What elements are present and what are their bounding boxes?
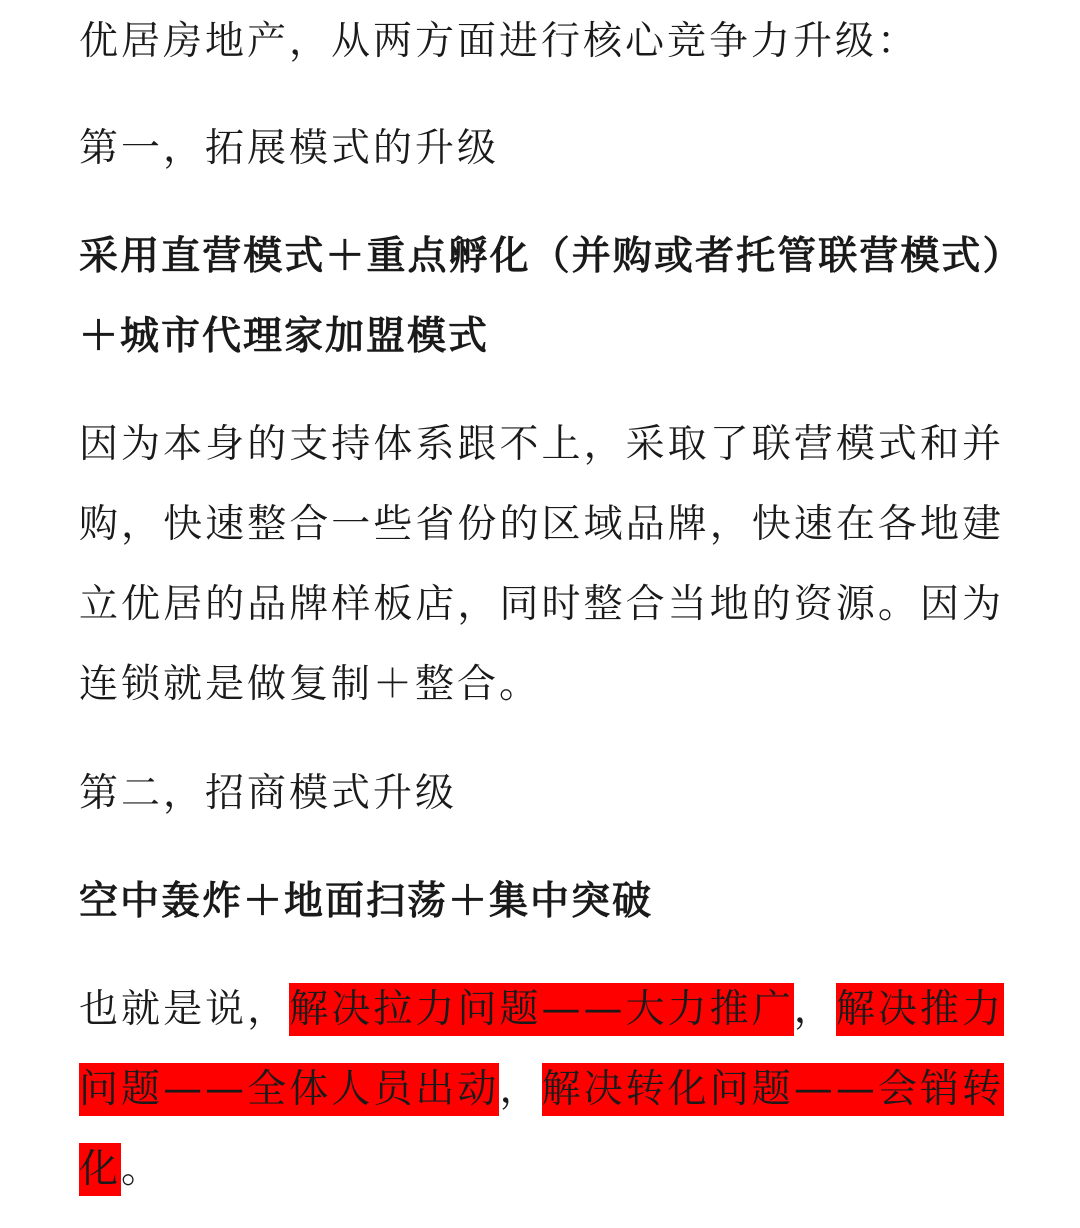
highlight-conversion-problem: 解决转化问题——会销转化 [79, 1063, 1004, 1196]
intro-paragraph: 优居房地产，从两方面进行核心竞争力升级： [79, 19, 920, 64]
highlight-pull-problem: 解决拉力问题——大力推广 [289, 983, 794, 1036]
separator: ， [499, 1067, 542, 1112]
section-1-body: 因为本身的支持体系跟不上，采取了联营模式和并购，快速整合一些省份的区域品牌，快速在各地建立优居的品牌样板店，同时整合当地的资源。因为连锁就是做复制＋整合。 [79, 422, 1004, 707]
section-2-strategy: 空中轰炸＋地面扫荡＋集中突破 [79, 879, 654, 924]
section-2-body [79, 970, 1004, 1210]
highlight-push-problem: 解决推力问题——全体人员出动 [79, 983, 1004, 1116]
period: 。 [121, 1147, 164, 1192]
section-2-heading: 第二，招商模式升级 [79, 771, 458, 816]
section-1-heading: 第一，拓展模式的升级 [79, 126, 500, 171]
section-1-strategy: 采用直营模式＋重点孵化（并购或者托管联营模式）＋城市代理家加盟模式 [79, 234, 1004, 359]
section-2-lead: 也就是说， [79, 987, 290, 1032]
separator: ， [793, 987, 836, 1032]
